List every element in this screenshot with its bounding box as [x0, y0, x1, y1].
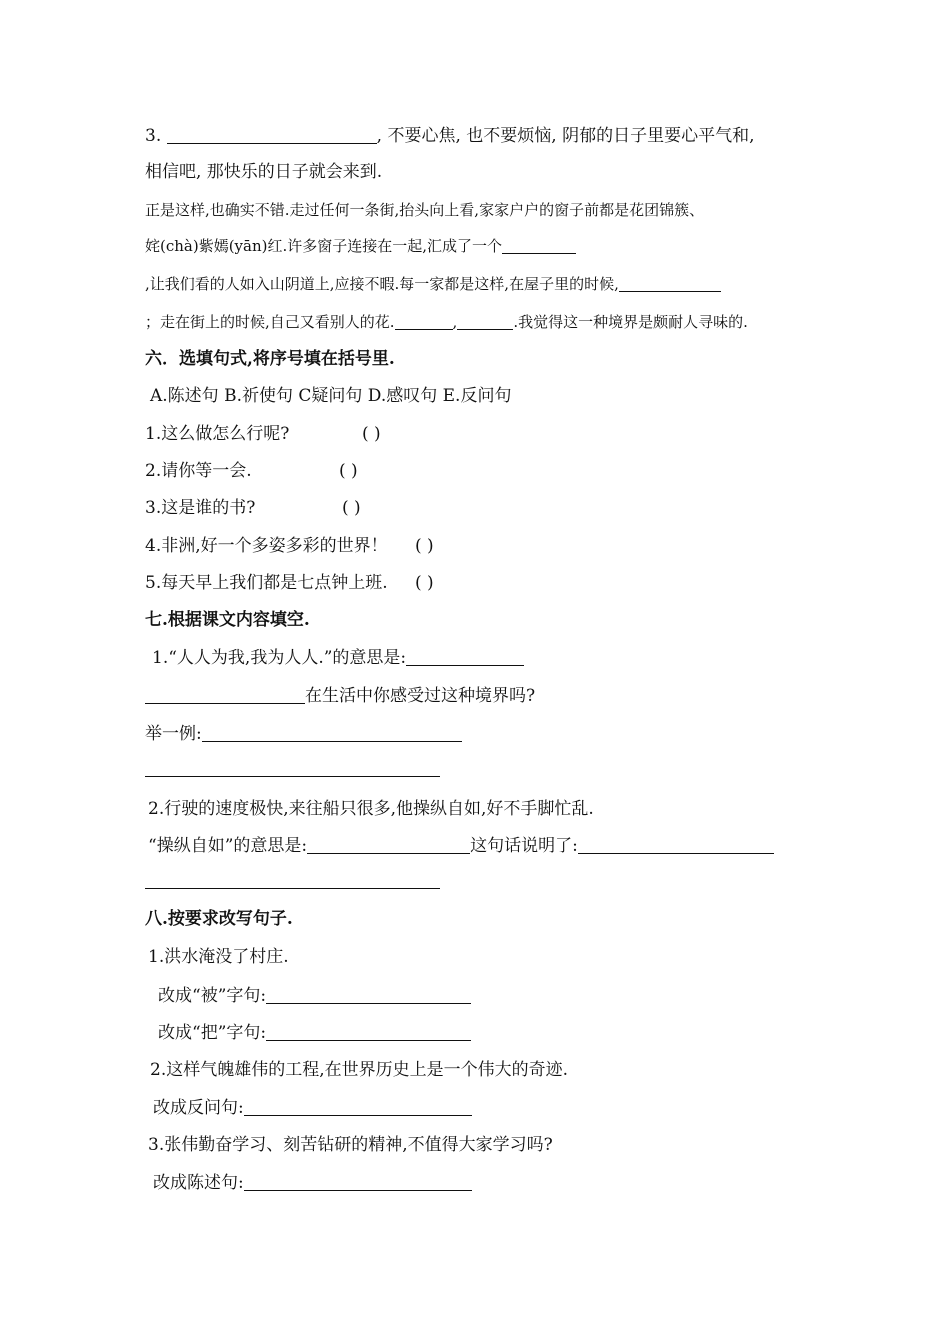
sec8-question-3: 3.张伟勤奋学习、刻苦钻研的精神,不值得大家学习吗? — [148, 1135, 553, 1155]
sec8-question-3-declarative: 改成陈述句: — [153, 1171, 472, 1195]
sec8-question-1: 1.洪水淹没了村庄. — [148, 947, 289, 967]
sec6-question-2: 2.请你等一会. ( ) — [145, 461, 358, 481]
answer-blank[interactable] — [457, 311, 513, 330]
section-8-title: 八.按要求改写句子. — [145, 909, 293, 929]
section-6-title: 六．选填句式,将序号填在括号里. — [145, 349, 395, 369]
sec8-question-2: 2.这样气魄雄伟的工程,在世界历史上是一个伟大的奇迹. — [150, 1060, 569, 1080]
sec6-question-3: 3.这是谁的书? ( ) — [145, 498, 361, 518]
answer-blank[interactable] — [266, 985, 471, 1004]
answer-blank[interactable] — [244, 1172, 472, 1191]
answer-blank[interactable] — [395, 311, 453, 330]
passage-line-3: ,让我们看的人如入山阴道上,应接不暇.每一家都是这样,在屋子里的时候, — [145, 272, 721, 296]
sec7-question-1-line-2: 在生活中你感受过这种境界吗? — [145, 684, 535, 708]
answer-blank[interactable] — [619, 273, 721, 292]
answer-paren[interactable]: ( ) — [339, 461, 358, 481]
sec6-question-1: 1.这么做怎么行呢? ( ) — [145, 424, 381, 444]
answer-paren[interactable]: ( ) — [415, 573, 434, 593]
sec6-question-4: 4.非洲,好一个多姿多彩的世界！ ( ) — [145, 536, 434, 556]
answer-blank[interactable] — [244, 1097, 472, 1116]
sec7-question-2: 2.行驶的速度极快,来往船只很多,他操纵自如,好不手脚忙乱. — [148, 799, 594, 819]
answer-blank[interactable] — [202, 723, 462, 742]
sec8-question-2-rhetorical: 改成反问句: — [153, 1096, 472, 1120]
answer-line[interactable] — [145, 776, 440, 777]
sec6-question-5: 5.每天早上我们都是七点钟上班. ( ) — [145, 573, 434, 593]
passage-line-1: 正是这样,也确实不错.走过任何一条街,抬头向上看,家家户户的窗子前都是花团锦簇、 — [145, 201, 705, 219]
sec7-question-2-line-2: “操纵自如”的意思是: 这句话说明了: — [148, 834, 774, 858]
answer-blank[interactable] — [266, 1022, 471, 1041]
passage-line-2: 姹(chà)紫嫣(yān)红.许多窗子连接在一起,汇成了一个 — [145, 234, 576, 258]
q3-line: 3. , 不要心焦, 也不要烦恼, 阴郁的日子里要心平气和, — [145, 126, 755, 146]
sec8-question-1-ba: 改成“把”字句: — [158, 1021, 471, 1045]
passage-line-4: ；走在街上的时候,自己又看别人的花. , .我觉得这一种境界是颇耐人寻味的. — [145, 313, 748, 331]
answer-line[interactable] — [145, 888, 440, 889]
answer-blank[interactable] — [502, 235, 576, 254]
answer-blank[interactable] — [145, 685, 305, 704]
answer-blank[interactable] — [578, 835, 774, 854]
section-7-title: 七.根据课文内容填空. — [145, 610, 310, 630]
answer-blank[interactable] — [406, 647, 524, 666]
answer-blank[interactable] — [307, 835, 470, 854]
sentence-type-options: A.陈述句 B.祈使句 C疑问句 D.感叹句 E.反问句 — [150, 386, 512, 406]
answer-paren[interactable]: ( ) — [342, 498, 361, 518]
sec8-question-1-bei: 改成“被”字句: — [158, 984, 471, 1008]
answer-paren[interactable]: ( ) — [415, 536, 434, 556]
q3-continuation: 相信吧, 那快乐的日子就会来到. — [145, 162, 383, 182]
sec7-question-1-example: 举一例: — [145, 722, 462, 746]
answer-blank[interactable] — [167, 125, 377, 144]
sec7-question-1: 1.“人人为我,我为人人.”的意思是: — [152, 646, 524, 670]
answer-paren[interactable]: ( ) — [362, 424, 381, 444]
